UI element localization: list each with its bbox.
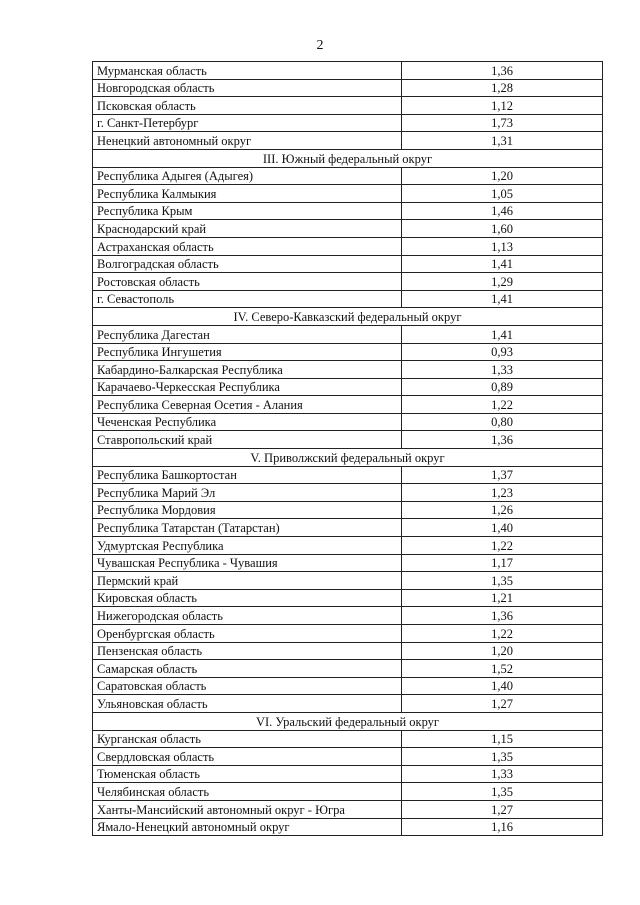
table-row xyxy=(93,765,603,783)
table-row xyxy=(93,220,603,238)
region-name: Ненецкий автономный округ xyxy=(93,132,402,150)
coefficient-value: 1,20 xyxy=(402,642,603,660)
region-name: Курганская область xyxy=(93,730,402,748)
table-row xyxy=(93,466,603,484)
coefficient-value: 1,41 xyxy=(402,255,603,273)
region-name: Пензенская область xyxy=(93,642,402,660)
coefficient-value: 1,41 xyxy=(402,325,603,343)
table-row xyxy=(93,202,603,220)
region-name: Ямало-Ненецкий автономный округ xyxy=(93,818,402,836)
coefficient-value: 1,73 xyxy=(402,114,603,132)
coefficient-value: 1,60 xyxy=(402,220,603,238)
table-row xyxy=(93,695,603,713)
table-row xyxy=(93,255,603,273)
table-body xyxy=(93,62,603,836)
section-title: VI. Уральский федеральный округ xyxy=(93,712,603,730)
coefficient-value: 1,33 xyxy=(402,361,603,379)
coefficient-value: 1,20 xyxy=(402,167,603,185)
coefficient-value: 1,13 xyxy=(402,237,603,255)
region-name: Чувашская Республика - Чувашия xyxy=(93,554,402,572)
coefficient-value: 1,29 xyxy=(402,273,603,291)
table-row xyxy=(93,642,603,660)
region-name: Волгоградская область xyxy=(93,255,402,273)
coefficient-value: 1,41 xyxy=(402,290,603,308)
region-name: Челябинская область xyxy=(93,783,402,801)
region-name: Республика Марий Эл xyxy=(93,484,402,502)
region-name: Новгородская область xyxy=(93,79,402,97)
coefficient-value: 1,36 xyxy=(402,62,603,80)
table-row xyxy=(93,748,603,766)
table-row xyxy=(93,361,603,379)
coefficient-value: 1,40 xyxy=(402,519,603,537)
table-row xyxy=(93,431,603,449)
region-name: Астраханская область xyxy=(93,237,402,255)
coefficient-value: 1,27 xyxy=(402,695,603,713)
table-row xyxy=(93,114,603,132)
section-title: V. Приволжский федеральный округ xyxy=(93,449,603,467)
region-name: Тюменская область xyxy=(93,765,402,783)
region-name: г. Севастополь xyxy=(93,290,402,308)
coefficient-value: 1,28 xyxy=(402,79,603,97)
section-header-row xyxy=(93,308,603,326)
coefficient-value: 1,22 xyxy=(402,396,603,414)
table-row xyxy=(93,413,603,431)
region-name: Свердловская область xyxy=(93,748,402,766)
coefficient-value: 1,35 xyxy=(402,783,603,801)
table-row xyxy=(93,677,603,695)
table-row xyxy=(93,167,603,185)
table-row xyxy=(93,537,603,555)
region-name: Нижегородская область xyxy=(93,607,402,625)
table-row xyxy=(93,273,603,291)
table-row xyxy=(93,519,603,537)
region-name: Чеченская Республика xyxy=(93,413,402,431)
region-name: Оренбургская область xyxy=(93,625,402,643)
region-name: Псковская область xyxy=(93,97,402,115)
table-row xyxy=(93,396,603,414)
coefficient-value: 0,80 xyxy=(402,413,603,431)
region-name: Ульяновская область xyxy=(93,695,402,713)
region-name: Республика Адыгея (Адыгея) xyxy=(93,167,402,185)
region-coefficient-table xyxy=(92,61,603,836)
table-row xyxy=(93,783,603,801)
section-header-row xyxy=(93,712,603,730)
region-name: Саратовская область xyxy=(93,677,402,695)
coefficient-value: 0,89 xyxy=(402,378,603,396)
coefficient-value: 1,15 xyxy=(402,730,603,748)
section-header-row xyxy=(93,449,603,467)
table-row xyxy=(93,97,603,115)
region-name: Кабардино-Балкарская Республика xyxy=(93,361,402,379)
table-row xyxy=(93,484,603,502)
region-name: Пермский край xyxy=(93,572,402,590)
coefficient-value: 1,35 xyxy=(402,572,603,590)
coefficient-value: 1,27 xyxy=(402,800,603,818)
table-row xyxy=(93,572,603,590)
region-name: Мурманская область xyxy=(93,62,402,80)
table-row xyxy=(93,607,603,625)
section-title: IV. Северо-Кавказский федеральный округ xyxy=(93,308,603,326)
coefficient-value: 1,46 xyxy=(402,202,603,220)
coefficient-value: 1,12 xyxy=(402,97,603,115)
coefficient-value: 1,21 xyxy=(402,589,603,607)
table-row xyxy=(93,290,603,308)
region-name: Республика Башкортостан xyxy=(93,466,402,484)
table-row xyxy=(93,589,603,607)
table-row xyxy=(93,185,603,203)
coefficient-value: 1,52 xyxy=(402,660,603,678)
region-name: Кировская область xyxy=(93,589,402,607)
coefficient-value: 0,93 xyxy=(402,343,603,361)
coefficient-value: 1,33 xyxy=(402,765,603,783)
table-row xyxy=(93,325,603,343)
region-name: Удмуртская Республика xyxy=(93,537,402,555)
coefficient-value: 1,05 xyxy=(402,185,603,203)
table-row xyxy=(93,660,603,678)
region-name: Республика Ингушетия xyxy=(93,343,402,361)
table-row xyxy=(93,237,603,255)
region-name: Ханты-Мансийский автономный округ - Югра xyxy=(93,800,402,818)
coefficient-value: 1,16 xyxy=(402,818,603,836)
section-header-row xyxy=(93,149,603,167)
coefficient-value: 1,17 xyxy=(402,554,603,572)
coefficient-value: 1,26 xyxy=(402,501,603,519)
region-name: Самарская область xyxy=(93,660,402,678)
table-row xyxy=(93,132,603,150)
coefficient-value: 1,22 xyxy=(402,537,603,555)
table-row xyxy=(93,79,603,97)
section-title: III. Южный федеральный округ xyxy=(93,149,603,167)
region-name: Ставропольский край xyxy=(93,431,402,449)
table-row xyxy=(93,800,603,818)
region-name: Республика Калмыкия xyxy=(93,185,402,203)
region-name: Республика Северная Осетия - Алания xyxy=(93,396,402,414)
region-name: Ростовская область xyxy=(93,273,402,291)
table-row xyxy=(93,378,603,396)
table-row xyxy=(93,554,603,572)
coefficient-value: 1,37 xyxy=(402,466,603,484)
table-row xyxy=(93,62,603,80)
coefficient-value: 1,40 xyxy=(402,677,603,695)
region-name: Республика Мордовия xyxy=(93,501,402,519)
table-row xyxy=(93,501,603,519)
coefficient-value: 1,31 xyxy=(402,132,603,150)
region-name: Краснодарский край xyxy=(93,220,402,238)
region-name: Республика Дагестан xyxy=(93,325,402,343)
coefficient-value: 1,36 xyxy=(402,431,603,449)
region-name: Карачаево-Черкесская Республика xyxy=(93,378,402,396)
coefficient-value: 1,22 xyxy=(402,625,603,643)
table-row xyxy=(93,625,603,643)
region-name: Республика Крым xyxy=(93,202,402,220)
region-name: г. Санкт-Петербург xyxy=(93,114,402,132)
coefficient-value: 1,36 xyxy=(402,607,603,625)
page-number: 2 xyxy=(316,38,324,53)
table-row xyxy=(93,730,603,748)
table-row xyxy=(93,818,603,836)
table-row xyxy=(93,343,603,361)
coefficient-value: 1,35 xyxy=(402,748,603,766)
coefficient-value: 1,23 xyxy=(402,484,603,502)
region-name: Республика Татарстан (Татарстан) xyxy=(93,519,402,537)
